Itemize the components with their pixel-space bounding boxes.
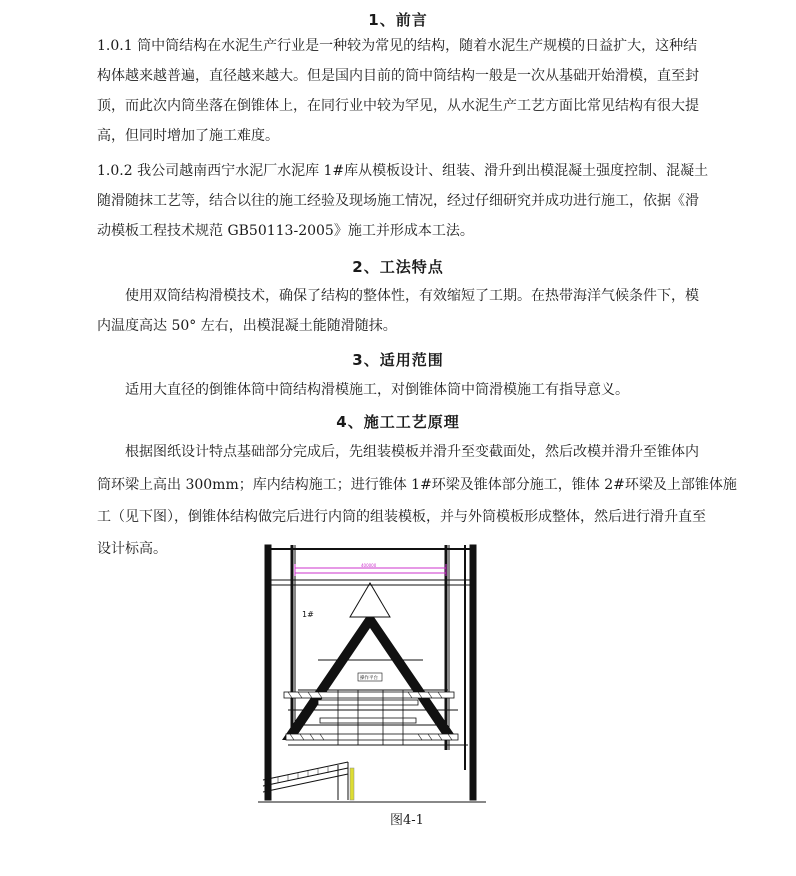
silo-section-figure — [258, 540, 486, 805]
platform-label: 操作平台 — [360, 676, 378, 681]
paragraph-line: 构体越来越普遍，直径越来越大。但是国内目前的筒中筒结构一般是一次从基础开始滑模，直至封 — [97, 68, 699, 84]
silo-label: 1# — [302, 610, 314, 619]
paragraph-line: 顶，而此次内筒坐落在倒锥体上，在同行业中较为罕见，从水泥生产工艺方面比常见结构有很大提 — [97, 98, 699, 114]
paragraph-line: 设计标高。 — [97, 541, 167, 557]
paragraph-line: 高，但同时增加了施工难度。 — [97, 128, 279, 144]
paragraph-line: 筒环梁上高出 300mm；库内结构施工；进行锥体 1#环梁及锥体部分施工，锥体 2#环梁及上部锥体施 — [97, 477, 737, 493]
paragraph-line: 1.0.1 筒中筒结构在水泥生产行业是一种较为常见的结构，随着水泥生产规模的日益扩大，这种结 — [97, 38, 698, 54]
outer-wall-left — [265, 545, 271, 800]
highlight-column — [350, 768, 354, 800]
paragraph-line: 动模板工程技术规范 GB50113-2005》施工并形成本工法。 — [97, 223, 474, 239]
figure-caption: 图4-1 — [390, 813, 424, 828]
paragraph-line: 工（见下图），倒锥体结构做完后进行内筒的组装模板，并与外筒模板形成整体，然后进行滑升直至 — [97, 509, 706, 525]
paragraph-line: 1.0.2 我公司越南西宁水泥厂水泥库 1#库从模板设计、组装、滑升到出模混凝土强度控制、混凝土 — [97, 163, 709, 179]
paragraph-line: 随滑随抹工艺等，结合以往的施工经验及现场施工情况，经过仔细研究并成功进行施工，依据《滑 — [97, 193, 699, 209]
section-heading-1: 1、前言 — [368, 11, 428, 29]
outer-wall-right — [470, 545, 476, 800]
section-heading-4: 4、施工工艺原理 — [336, 413, 460, 431]
paragraph-line: 使用双筒结构滑模技术，确保了结构的整体性，有效缩短了工期。在热带海洋气候条件下，模 — [125, 288, 699, 304]
paragraph-line: 根据图纸设计特点基础部分完成后，先组装模板并滑升至变截面处，然后改模并滑升至锥体内 — [125, 444, 699, 460]
paragraph-line: 适用大直径的倒锥体筒中筒结构滑模施工，对倒锥体筒中筒滑模施工有指导意义。 — [125, 382, 629, 398]
dimension-text: 400000 — [361, 563, 377, 568]
section-heading-2: 2、工法特点 — [352, 258, 444, 276]
paragraph-line: 内温度高达 50° 左右，出模混凝土能随滑随抹。 — [97, 318, 397, 334]
section-heading-3: 3、适用范围 — [352, 351, 444, 369]
